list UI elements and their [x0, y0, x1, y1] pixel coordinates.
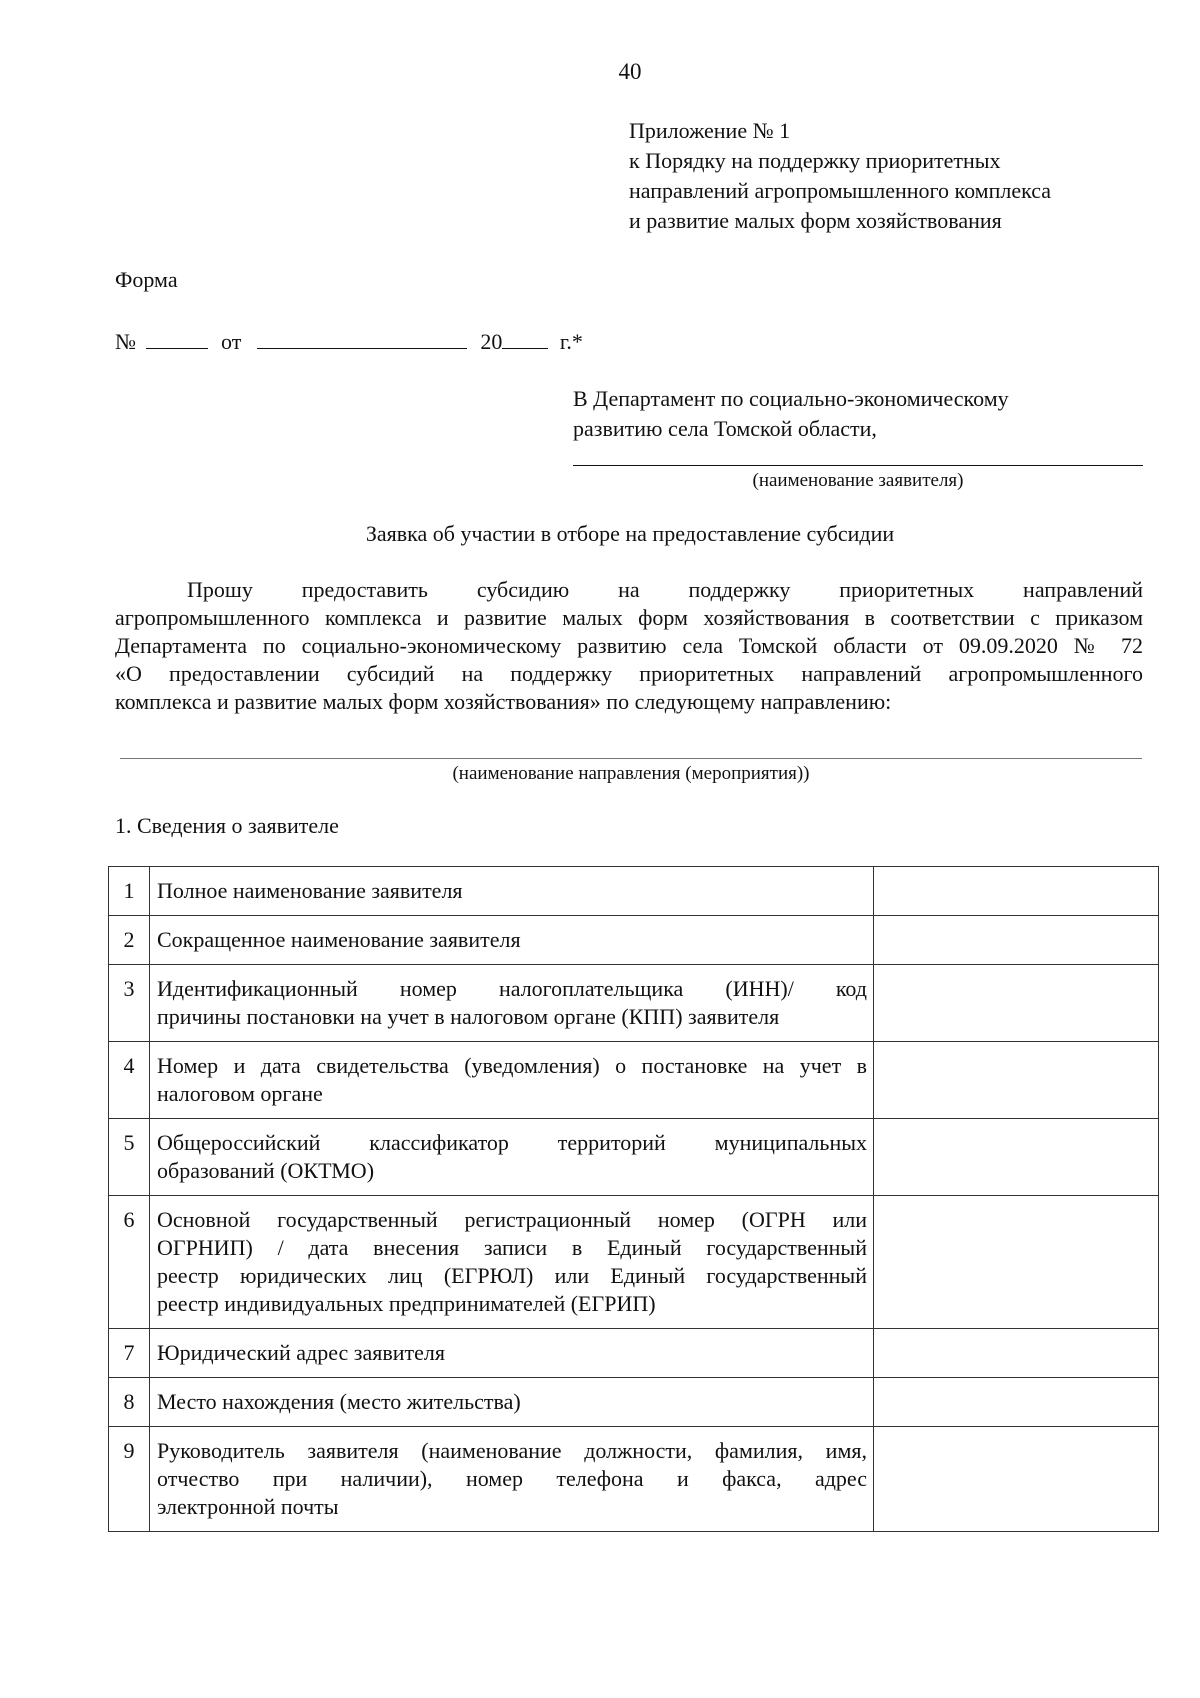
appendix-line: и развитие малых форм хозяйствования [629, 208, 1002, 233]
row-description-line: ОГРНИП) / дата внесения записи в Единый государственный [157, 1235, 867, 1260]
table-row [109, 1427, 1159, 1532]
row-description-line: Юридический адрес заявителя [157, 1340, 445, 1365]
row-description-line: реестр юридических лиц (ЕГРЮЛ) или Единый государственный [157, 1263, 867, 1288]
row-number: 8 [109, 1378, 150, 1427]
row-description-line: причины постановки на учет в налоговом органе (КПП) заявителя [157, 1004, 780, 1029]
row-number: 4 [109, 1042, 150, 1119]
addressee-block [573, 384, 1143, 444]
applicant-info-table [108, 866, 1159, 1532]
number-blank[interactable] [146, 330, 208, 349]
paragraph-line: Департамента по социально-экономическому развитию села Томской области от 09.09.2020 № 72 [115, 633, 1143, 658]
row-value-cell[interactable] [874, 916, 1159, 965]
appendix-line: к Порядку на поддержку приоритетных [629, 148, 1001, 173]
paragraph-line: Прошу предоставить субсидию на поддержку приоритетных направлений [187, 577, 1143, 602]
table-row [109, 916, 1159, 965]
row-value-cell[interactable] [874, 1119, 1159, 1196]
year-suffix: г.* [559, 329, 583, 354]
row-description-line: Идентификационный номер налогоплательщика (ИНН)/ код [157, 976, 867, 1001]
row-description-line: Общероссийский классификатор территорий муниципальных [157, 1130, 867, 1155]
row-description [150, 1427, 874, 1532]
form-label: Форма [115, 267, 178, 292]
row-value-cell[interactable] [874, 1427, 1159, 1532]
section-title: 1. Сведения о заявителе [115, 813, 339, 838]
table-row [109, 1042, 1159, 1119]
row-description [150, 965, 874, 1042]
table-row [109, 1329, 1159, 1378]
paragraph-line: агропромышленного комплекса и развитие малых форм хозяйствования в соответствии с приказом [115, 605, 1143, 630]
row-value-cell[interactable] [874, 965, 1159, 1042]
table-row [109, 1119, 1159, 1196]
request-paragraph [115, 576, 1143, 716]
applicant-name-line[interactable] [573, 465, 1143, 466]
row-description-line: отчество при наличии), номер телефона и факса, адрес [157, 1466, 867, 1491]
row-description-line: Сокращенное наименование заявителя [157, 927, 521, 952]
row-description-line: Руководитель заявителя (наименование должности, фамилия, имя, [157, 1438, 867, 1463]
row-description-line: Номер и дата свидетельства (уведомления) о постановке на учет в [157, 1053, 867, 1078]
number-sign: № [115, 329, 136, 354]
row-description [150, 1042, 874, 1119]
row-number: 7 [109, 1329, 150, 1378]
row-description-line: реестр индивидуальных предпринимателей (ЕГРИП) [157, 1291, 656, 1316]
row-number: 1 [109, 867, 150, 916]
row-value-cell[interactable] [874, 867, 1159, 916]
row-description [150, 1119, 874, 1196]
row-description-line: Полное наименование заявителя [157, 878, 463, 903]
appendix-line: направлений агропромышленного комплекса [629, 178, 1052, 203]
paragraph-line: комплекса и развитие малых форм хозяйствования» по следующему направлению: [115, 689, 892, 714]
row-description [150, 867, 874, 916]
direction-caption: (наименование направления (мероприятия)) [452, 763, 810, 784]
row-number: 9 [109, 1427, 150, 1532]
row-value-cell[interactable] [874, 1378, 1159, 1427]
row-description-line: образований (ОКТМО) [157, 1158, 375, 1183]
row-description [150, 916, 874, 965]
direction-line[interactable] [120, 758, 1142, 759]
row-description-line: Место нахождения (место жительства) [157, 1389, 521, 1414]
row-number: 6 [109, 1196, 150, 1329]
year-blank[interactable] [502, 330, 548, 349]
from-label: от [221, 329, 242, 354]
row-number: 5 [109, 1119, 150, 1196]
document-title: Заявка об участии в отборе на предоставление субсидии [365, 521, 895, 546]
table-row [109, 965, 1159, 1042]
row-description [150, 1329, 874, 1378]
number-date-line [115, 328, 583, 356]
addressee-line: развитию села Томской области, [573, 416, 877, 441]
paragraph-line: «О предоставлении субсидий на поддержку приоритетных направлений агропромышленного [115, 661, 1143, 686]
row-description [150, 1378, 874, 1427]
addressee-line: В Департамент по социально-экономическому [573, 386, 1009, 411]
year-prefix: 20 [480, 329, 503, 354]
appendix-header [629, 116, 1169, 236]
row-number: 2 [109, 916, 150, 965]
page-number: 40 [618, 59, 642, 84]
row-value-cell[interactable] [874, 1042, 1159, 1119]
applicant-name-caption: (наименование заявителя) [752, 470, 964, 491]
appendix-line: Приложение № 1 [629, 118, 791, 143]
row-value-cell[interactable] [874, 1329, 1159, 1378]
table-row [109, 1378, 1159, 1427]
row-description-line: Основной государственный регистрационный номер (ОГРН или [157, 1207, 867, 1232]
date-blank[interactable] [257, 330, 467, 349]
table-row [109, 867, 1159, 916]
table-row [109, 1196, 1159, 1329]
row-description-line: электронной почты [157, 1494, 339, 1519]
row-description [150, 1196, 874, 1329]
row-number: 3 [109, 965, 150, 1042]
row-value-cell[interactable] [874, 1196, 1159, 1329]
row-description-line: налоговом органе [157, 1081, 323, 1106]
